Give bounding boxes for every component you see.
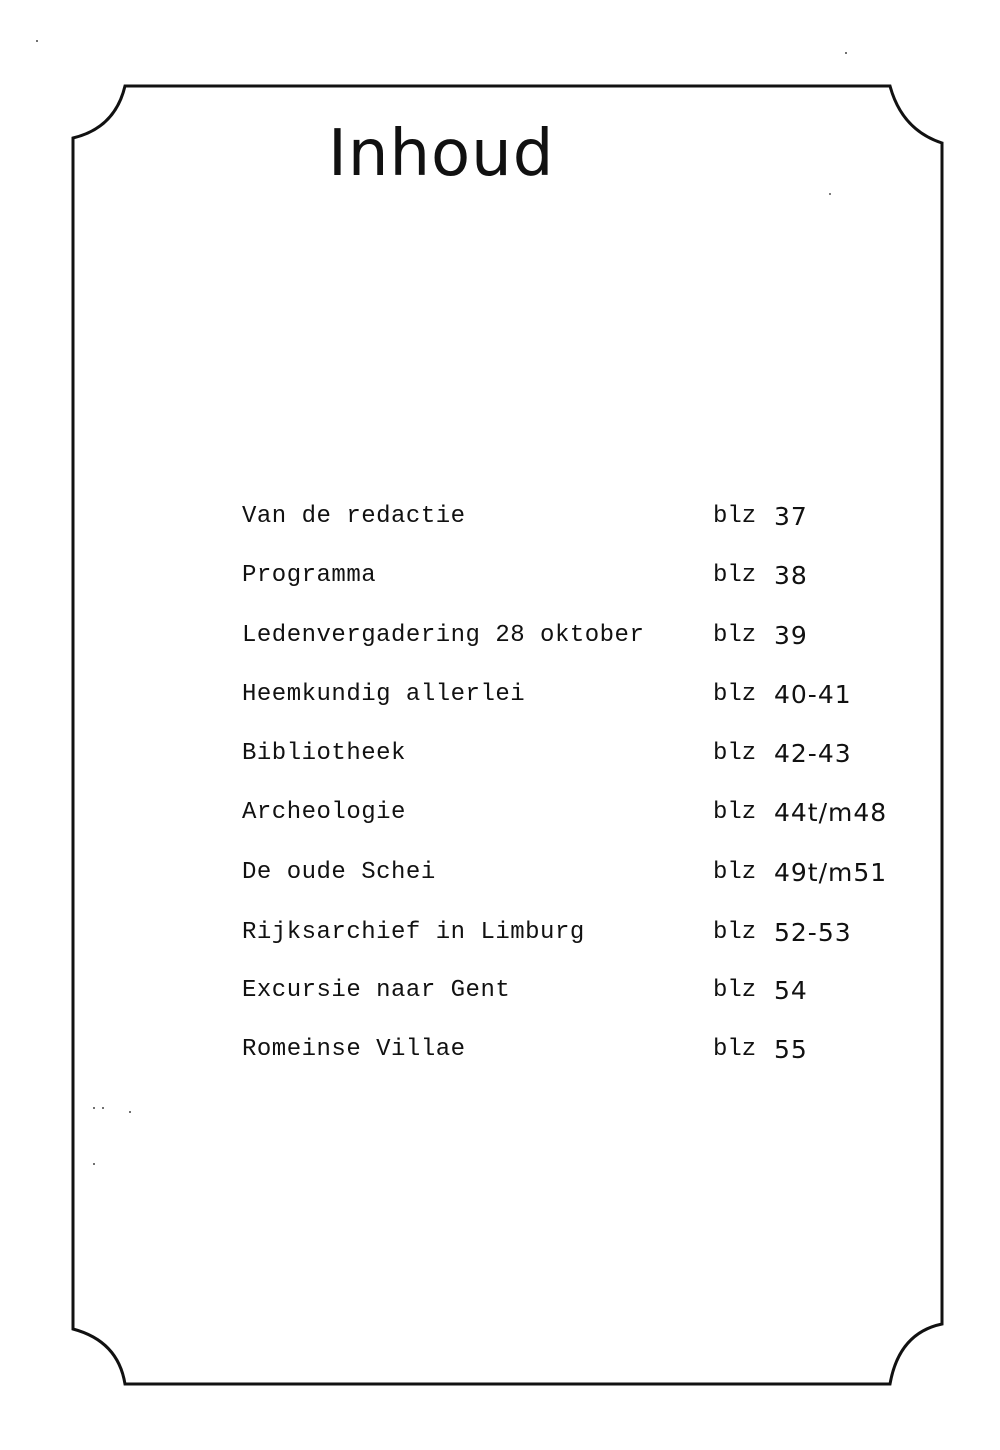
toc-entry-title: Programma xyxy=(242,562,377,589)
toc-page-number: 37 xyxy=(774,502,808,531)
toc-row xyxy=(242,556,902,596)
toc-row xyxy=(242,971,902,1011)
toc-row xyxy=(242,1030,902,1070)
toc-row xyxy=(242,853,902,893)
toc-page-number: 44t/m48 xyxy=(774,798,888,827)
toc-row xyxy=(242,675,902,715)
toc-page-label: blz xyxy=(713,977,757,1004)
toc-entry-title: Bibliotheek xyxy=(242,740,406,767)
toc-page-number: 40-41 xyxy=(774,680,852,709)
toc-entry-title: Romeinse Villae xyxy=(242,1036,466,1063)
toc-page-number: 54 xyxy=(774,976,808,1005)
toc-entry-title: Van de redactie xyxy=(242,503,466,530)
toc-page-number: 55 xyxy=(774,1035,808,1064)
toc-page-label: blz xyxy=(713,503,757,530)
toc-entry-title: Excursie naar Gent xyxy=(242,977,511,1004)
toc-page-label: blz xyxy=(713,681,757,708)
toc-page-label: blz xyxy=(713,919,757,946)
toc-entry-title: Rijksarchief in Limburg xyxy=(242,919,585,946)
toc-row xyxy=(242,734,902,774)
toc-page-label: blz xyxy=(713,859,757,886)
toc-page-label: blz xyxy=(713,622,757,649)
toc-entry-title: Ledenvergadering 28 oktober xyxy=(242,622,645,649)
toc-row xyxy=(242,793,902,833)
toc-page-label: blz xyxy=(713,1036,757,1063)
toc-page-number: 42-43 xyxy=(774,739,852,768)
toc-row xyxy=(242,913,902,953)
page-title: Inhoud xyxy=(328,117,555,191)
toc-row xyxy=(242,616,902,656)
toc-page-number: 39 xyxy=(774,621,808,650)
toc-page-number: 52-53 xyxy=(774,918,852,947)
toc-entry-title: Archeologie xyxy=(242,799,406,826)
toc-page-label: blz xyxy=(713,740,757,767)
toc-entry-title: Heemkundig allerlei xyxy=(242,681,526,708)
toc-entry-title: De oude Schei xyxy=(242,859,436,886)
toc-page-label: blz xyxy=(713,562,757,589)
toc-page-number: 38 xyxy=(774,561,808,590)
toc-page-number: 49t/m51 xyxy=(774,858,888,887)
toc-page-label: blz xyxy=(713,799,757,826)
toc-row xyxy=(242,497,902,537)
